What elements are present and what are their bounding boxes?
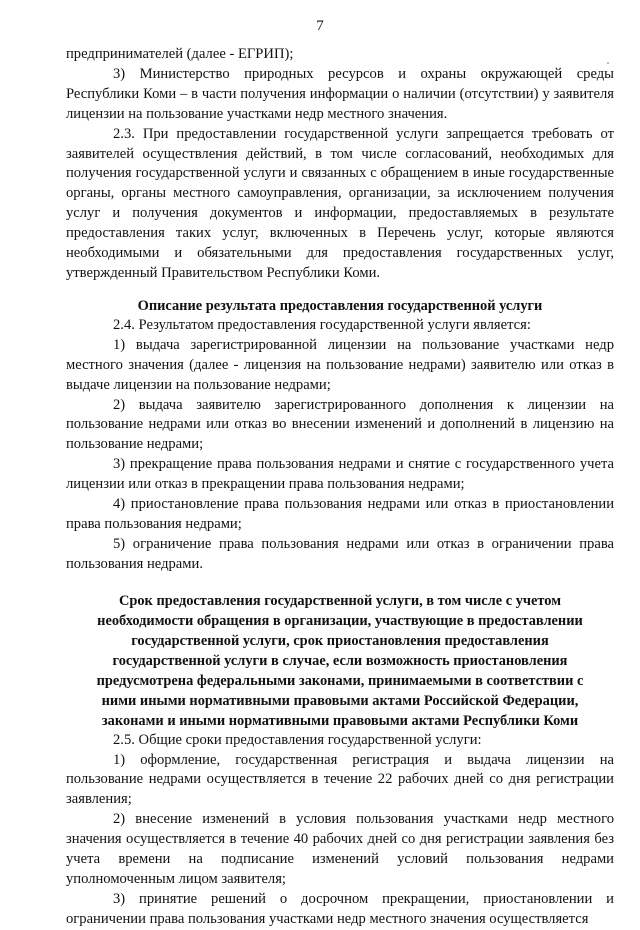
heading-line: государственной услуги, срок приостановления предоставления	[131, 632, 549, 649]
paragraph-2-4: 2.4. Результатом предоставления государственной услуги является:	[113, 316, 531, 333]
heading-line: государственной услуги в случае, если возможность приостановления	[112, 652, 568, 669]
heading-line: Срок предоставления государственной услуги, в том числе с учетом	[118, 592, 562, 609]
term-item-3: 3) принятие решений о досрочном прекращении, приостановлении и ограничении права пользования участками недр местного значения осуществляется	[66, 890, 614, 927]
paragraph-egrip: предпринимателей (далее - ЕГРИП);	[66, 46, 294, 62]
heading-line: предусмотрена федеральными законами, принимаемыми в соответствии с	[96, 672, 584, 689]
result-item-4: 4) приостановление права пользования недрами или отказ в приостановлении права пользования недрами;	[66, 496, 614, 532]
result-item-3: 3) прекращение права пользования недрами и снятие с государственного учета лицензии или отказ в прекращении права пользования недрами;	[66, 456, 614, 493]
heading-line: необходимости обращения в организации, участвующие в предоставлении	[97, 612, 583, 629]
term-item-1: 1) оформление, государственная регистрация и выдача лицензии на пользование недрами осуществляется в течение 22 рабочих дней со дня регистрации заявления;	[66, 751, 614, 808]
page-number: 7	[316, 18, 324, 34]
heading-line: ними иными нормативными правовыми актами Российской Федерации,	[101, 692, 579, 709]
paragraph-ministry: 3) Министерство природных ресурсов и охраны окружающей среды Республики Коми – в части получения информации о наличии (отсутствии) у заявителя лицензии на пользование участками недр местного значения.	[66, 65, 614, 122]
heading-line: законами и иными нормативными правовыми актами Республики Коми	[101, 712, 579, 729]
section-heading-result: Описание результата предоставления государственной услуги	[137, 297, 543, 314]
result-item-5: 5) ограничение права пользования недрами или отказ в ограничении права пользования недрами.	[66, 535, 614, 572]
result-item-2: 2) выдача заявителю зарегистрированного дополнения к лицензии на пользование недрами или отказ во внесении изменений и дополнений в лицензию на пользование недрами;	[66, 396, 614, 453]
result-item-1: 1) выдача зарегистрированной лицензии на пользование участками недр местного значения (далее - лицензия на пользование недрами) заявителю или отказ в выдаче лицензии на пользование недрами;	[66, 336, 614, 393]
document-body	[66, 45, 614, 930]
section-heading-terms	[66, 591, 614, 731]
paragraph-2-3: 2.3. При предоставлении государственной услуги запрещается требовать от заявителей осуществления действий, в том числе согласований, необходимых для получения государственной услуги и связанных с обращением в иные государственные органы, органы местного самоуправления, организации, за исключением получения услуг и получения документов и информации, предоставляемых в результате предоставления таких услуг, включенных в Перечень услуг, которые являются необходимыми и обязательными для предоставления государственных услуг, утвержденный Правительством Республики Коми.	[66, 125, 614, 281]
paragraph-2-5: 2.5. Общие сроки предоставления государственной услуги:	[113, 731, 482, 748]
term-item-2: 2) внесение изменений в условия пользования участками недр местного значения осуществляется в течение 40 рабочих дней со дня регистрации заявления без учета времени на подписание изменений условий пользования недрами уполномоченным лицом заявителя;	[66, 811, 614, 887]
